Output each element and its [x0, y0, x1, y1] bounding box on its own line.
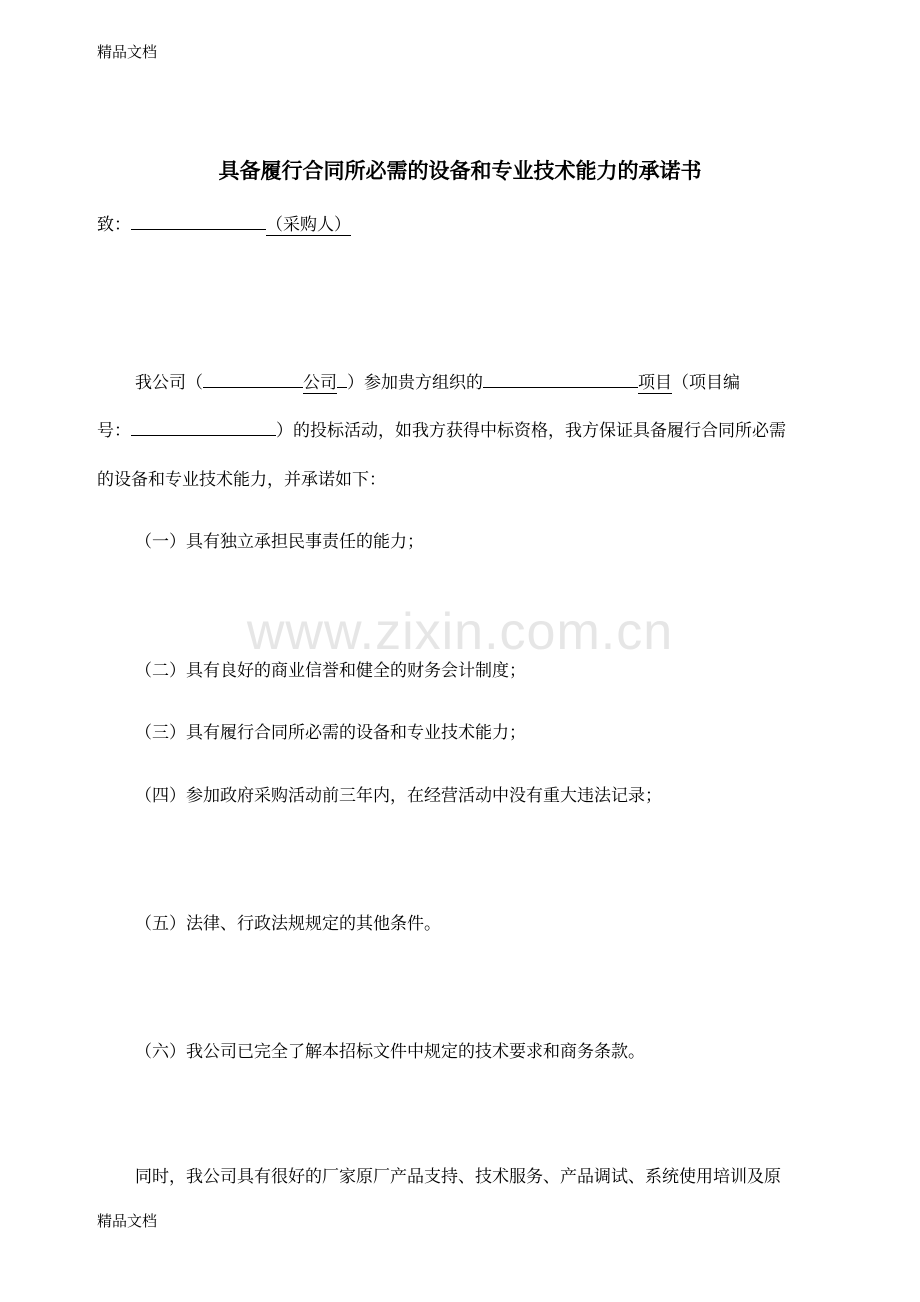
company-suffix: 公司	[303, 373, 337, 393]
intro-text: ）参加贵方组织的	[347, 373, 483, 393]
document-title: 具备履行合同所必需的设备和专业技术能力的承诺书	[218, 158, 702, 183]
recipient-label: （采购人）	[266, 215, 351, 235]
intro-line-3: 的设备和专业技术能力，并承诺如下：	[97, 470, 386, 490]
company-name-blank	[203, 368, 303, 388]
project-name-blank	[483, 368, 638, 388]
recipient-line	[97, 210, 351, 235]
page-header: 精品文档	[97, 43, 158, 61]
project-suffix: 项目	[638, 373, 672, 393]
commitment-item-2: （二）具有良好的商业信誉和健全的财务会计制度；	[135, 661, 526, 681]
commitment-item-4: （四）参加政府采购活动前三年内，在经营活动中没有重大违法记录；	[135, 786, 662, 806]
company-blank-tail	[337, 368, 347, 388]
intro-text: ）的投标活动，如我方获得中标资格，我方保证具备履行合同所必需	[276, 421, 786, 441]
recipient-blank	[131, 210, 266, 230]
commitment-item-3: （三）具有履行合同所必需的设备和专业技术能力；	[135, 723, 526, 743]
intro-line-2	[97, 416, 786, 441]
closing-paragraph: 同时，我公司具有很好的厂家原厂产品支持、技术服务、产品调试、系统使用培训及原	[135, 1167, 781, 1187]
project-number-blank	[131, 416, 276, 436]
intro-text: 我公司（	[135, 373, 203, 393]
intro-text: 号：	[97, 421, 131, 441]
intro-line-1	[135, 368, 740, 393]
commitment-item-6: （六）我公司已完全了解本招标文件中规定的技术要求和商务条款。	[135, 1042, 645, 1062]
watermark: www.zixin.com.cn	[246, 603, 674, 661]
commitment-item-1: （一）具有独立承担民事责任的能力；	[135, 532, 424, 552]
intro-text: （项目编	[672, 373, 740, 393]
recipient-prefix: 致：	[97, 215, 131, 235]
page-footer: 精品文档	[97, 1212, 158, 1230]
commitment-item-5: （五）法律、行政法规规定的其他条件。	[135, 914, 441, 934]
